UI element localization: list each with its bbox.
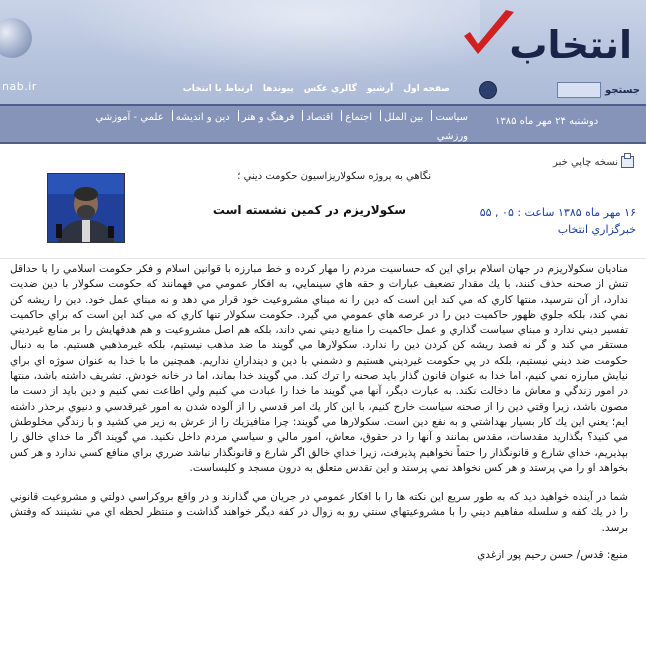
author-photo <box>47 173 125 243</box>
category-international[interactable]: بين الملل <box>384 112 424 123</box>
article-paragraph: شما در آينده خواهيد ديد كه به طور سريع اين نكته ها را با افكار عمومي در جريان مي گذارند و در واقع بروكراسي دولتي و مشروعيت قانوني را در يك كفه و سلسله مفاهيم ديني را با مشروعيتهاي سنتي رو به زوال در كفه ديگر خواهند گذاشت و منتظر لحظه اي مي نشينند كه وقتش برسد. <box>10 491 628 534</box>
category-separator <box>380 110 381 121</box>
category-separator <box>172 110 173 121</box>
category-religion-thought[interactable]: دين و انديشه <box>175 112 230 123</box>
search-input[interactable] <box>557 82 601 98</box>
category-science-education[interactable]: علمي - آموزشي <box>95 112 164 123</box>
search-go-button[interactable] <box>479 81 497 99</box>
header-swoosh-decoration <box>60 0 480 80</box>
article-body <box>10 262 628 563</box>
nav-contact[interactable]: ارتباط با انتخاب <box>182 84 253 94</box>
category-economy[interactable]: اقتصاد <box>306 112 334 123</box>
category-separator <box>431 110 432 121</box>
search-label: جستجو <box>605 84 640 96</box>
globe-icon <box>0 18 32 58</box>
printer-icon <box>621 156 634 168</box>
article-headline: سكولاريزم در كمين نشسته است <box>212 203 406 217</box>
article-source-link[interactable]: خبرگزاري انتخاب <box>557 223 636 236</box>
header-divider <box>0 258 646 259</box>
article-source-credit: منبع: قدس/ حسن رحيم پور ازغدي <box>477 549 628 562</box>
logo-wordmark: انتخاب <box>509 23 632 67</box>
site-logo[interactable] <box>456 6 636 72</box>
top-navigation <box>150 82 450 96</box>
category-politics[interactable]: سياست <box>435 112 468 123</box>
category-sports[interactable]: ورزشي <box>436 131 468 142</box>
article-datetime: ۱۶ مهر ماه ۱۳۸۵ ساعت : ۰۵ , ۵۵ <box>479 206 636 219</box>
category-separator <box>341 110 342 121</box>
nav-home[interactable]: صفحه اول <box>403 84 450 94</box>
print-version-label: نسخه چاپي خبر <box>553 156 618 168</box>
category-links <box>22 107 468 142</box>
nav-archive[interactable]: آرشيو <box>366 84 394 94</box>
search-area <box>470 80 640 100</box>
category-separator <box>238 110 239 121</box>
article-paragraph: مناديان سكولاريزم در جهان اسلام براي اين كه حساسيت مردم را مهار كرده و خط مبارزه با قوانين اسلام و فكر حكومت اسلامي را با حداقل تنش از صحنه حذف كنند، با يك مقدار تضعيف عبارات و حقه هاي سينمايي، به افكار عمومي مي فهمانند كه حكومت سكولار با دين ضديت ندارد، از آن نترسيد، منتها كاري كه مي كند اين است كه دين را نه مبناي مشروعيت خود قرار مي دهد و نه مبناي عمل خود. دين را ريشه كن نمي كند، بلكه جلوي ظهور حاكميت دين را در عرصه هاي عمومي مي گيرد. حكومت سكولار تنها كاري كه مي كند اين است كه براي حاكميت تفسير ديني ندارد و مبناي سياست گذاري و عمل حاكميت را منابع ديني نمي داند، بلكه هم اصل مشروعيت و هم هدفهايش را بر منابع غيرديني مستقر مي كند و گر نه قصد ريشه كن كردن دين را ندارد. سكولارها مي گويند ما ضد مذهب نيستيم، بلكه غيرمذهبي هستيم. ما به دنبال حكومت ضد ديني نيستيم، بلكه در پي حكومت غيرديني هستيم و دشمني با دين و ديندارانِ نداريم. همچنين ما با خدا به عنوان سوژه اي براي نيايش مبارزه نمي كنيم، اما خدا به عنوان قانون گذار بايد صحنه را ترك كند. مي گويند خدا بماند، اما در خانه خودش. تشريف داشته باشد، منتها در امور زندگي و معاش ما دخالت نكند. به عبارت ديگر، آنها مي گويند ما خدا را عبادت مي كنيم ولي اطاعت نمي كنيم و دين بايد از دست ما مصون باشد، زيرا وقتي دين را از صحنه سياست خارج كنيم، با اين كار يك امر قدسي را از آلوده شدن به امور غيرقدسي و دنيوي برحذر داشته ايم؛ يعني اين يك كار بسيار بهداشتي و به نفع دين است. سكولارها مي گويند: چرا متافيزيك را از عرش به زير مي كشيد و با زندگي مخلوطش مي كنيد؟ بگذاريد مقدسات، مقدس بمانند و آنها را در حقوق، معاش، امور مالي و سياسي مردم داخل نكنيد. مي گويند اگر ما خداي خالق را بپذيريم، خداي شارع و قانونگذار را حتماً نخواهيم پذيرفت، زيرا خداي خالق اگر شارع و قانونگذار نباشد ضرري براي منافع كسي ندارد و هر كس بخواهد او را مي پرستد و هر كس نخواهد نمي پرستد و اين تقدس متعلق به درون مسجد و كليساست. <box>10 263 628 474</box>
logo-checkmark-icon <box>464 10 514 54</box>
nav-gallery[interactable]: گالري عكس <box>303 84 357 94</box>
print-version-link[interactable] <box>553 156 634 168</box>
nav-links[interactable]: پيوندها <box>262 84 294 94</box>
article-kicker: نگاهي به پروژه سكولاريزاسيون حكومت ديني ؛ <box>237 171 431 182</box>
category-culture-art[interactable]: فرهنگ و هنر <box>241 112 295 123</box>
category-society[interactable]: اجتماع <box>345 112 373 123</box>
site-domain: nab.ir <box>2 80 37 93</box>
current-date: دوشنبه ۲۴ مهر ماه ۱۳۸۵ <box>495 116 599 127</box>
site-header <box>0 0 646 104</box>
category-separator <box>302 110 303 121</box>
